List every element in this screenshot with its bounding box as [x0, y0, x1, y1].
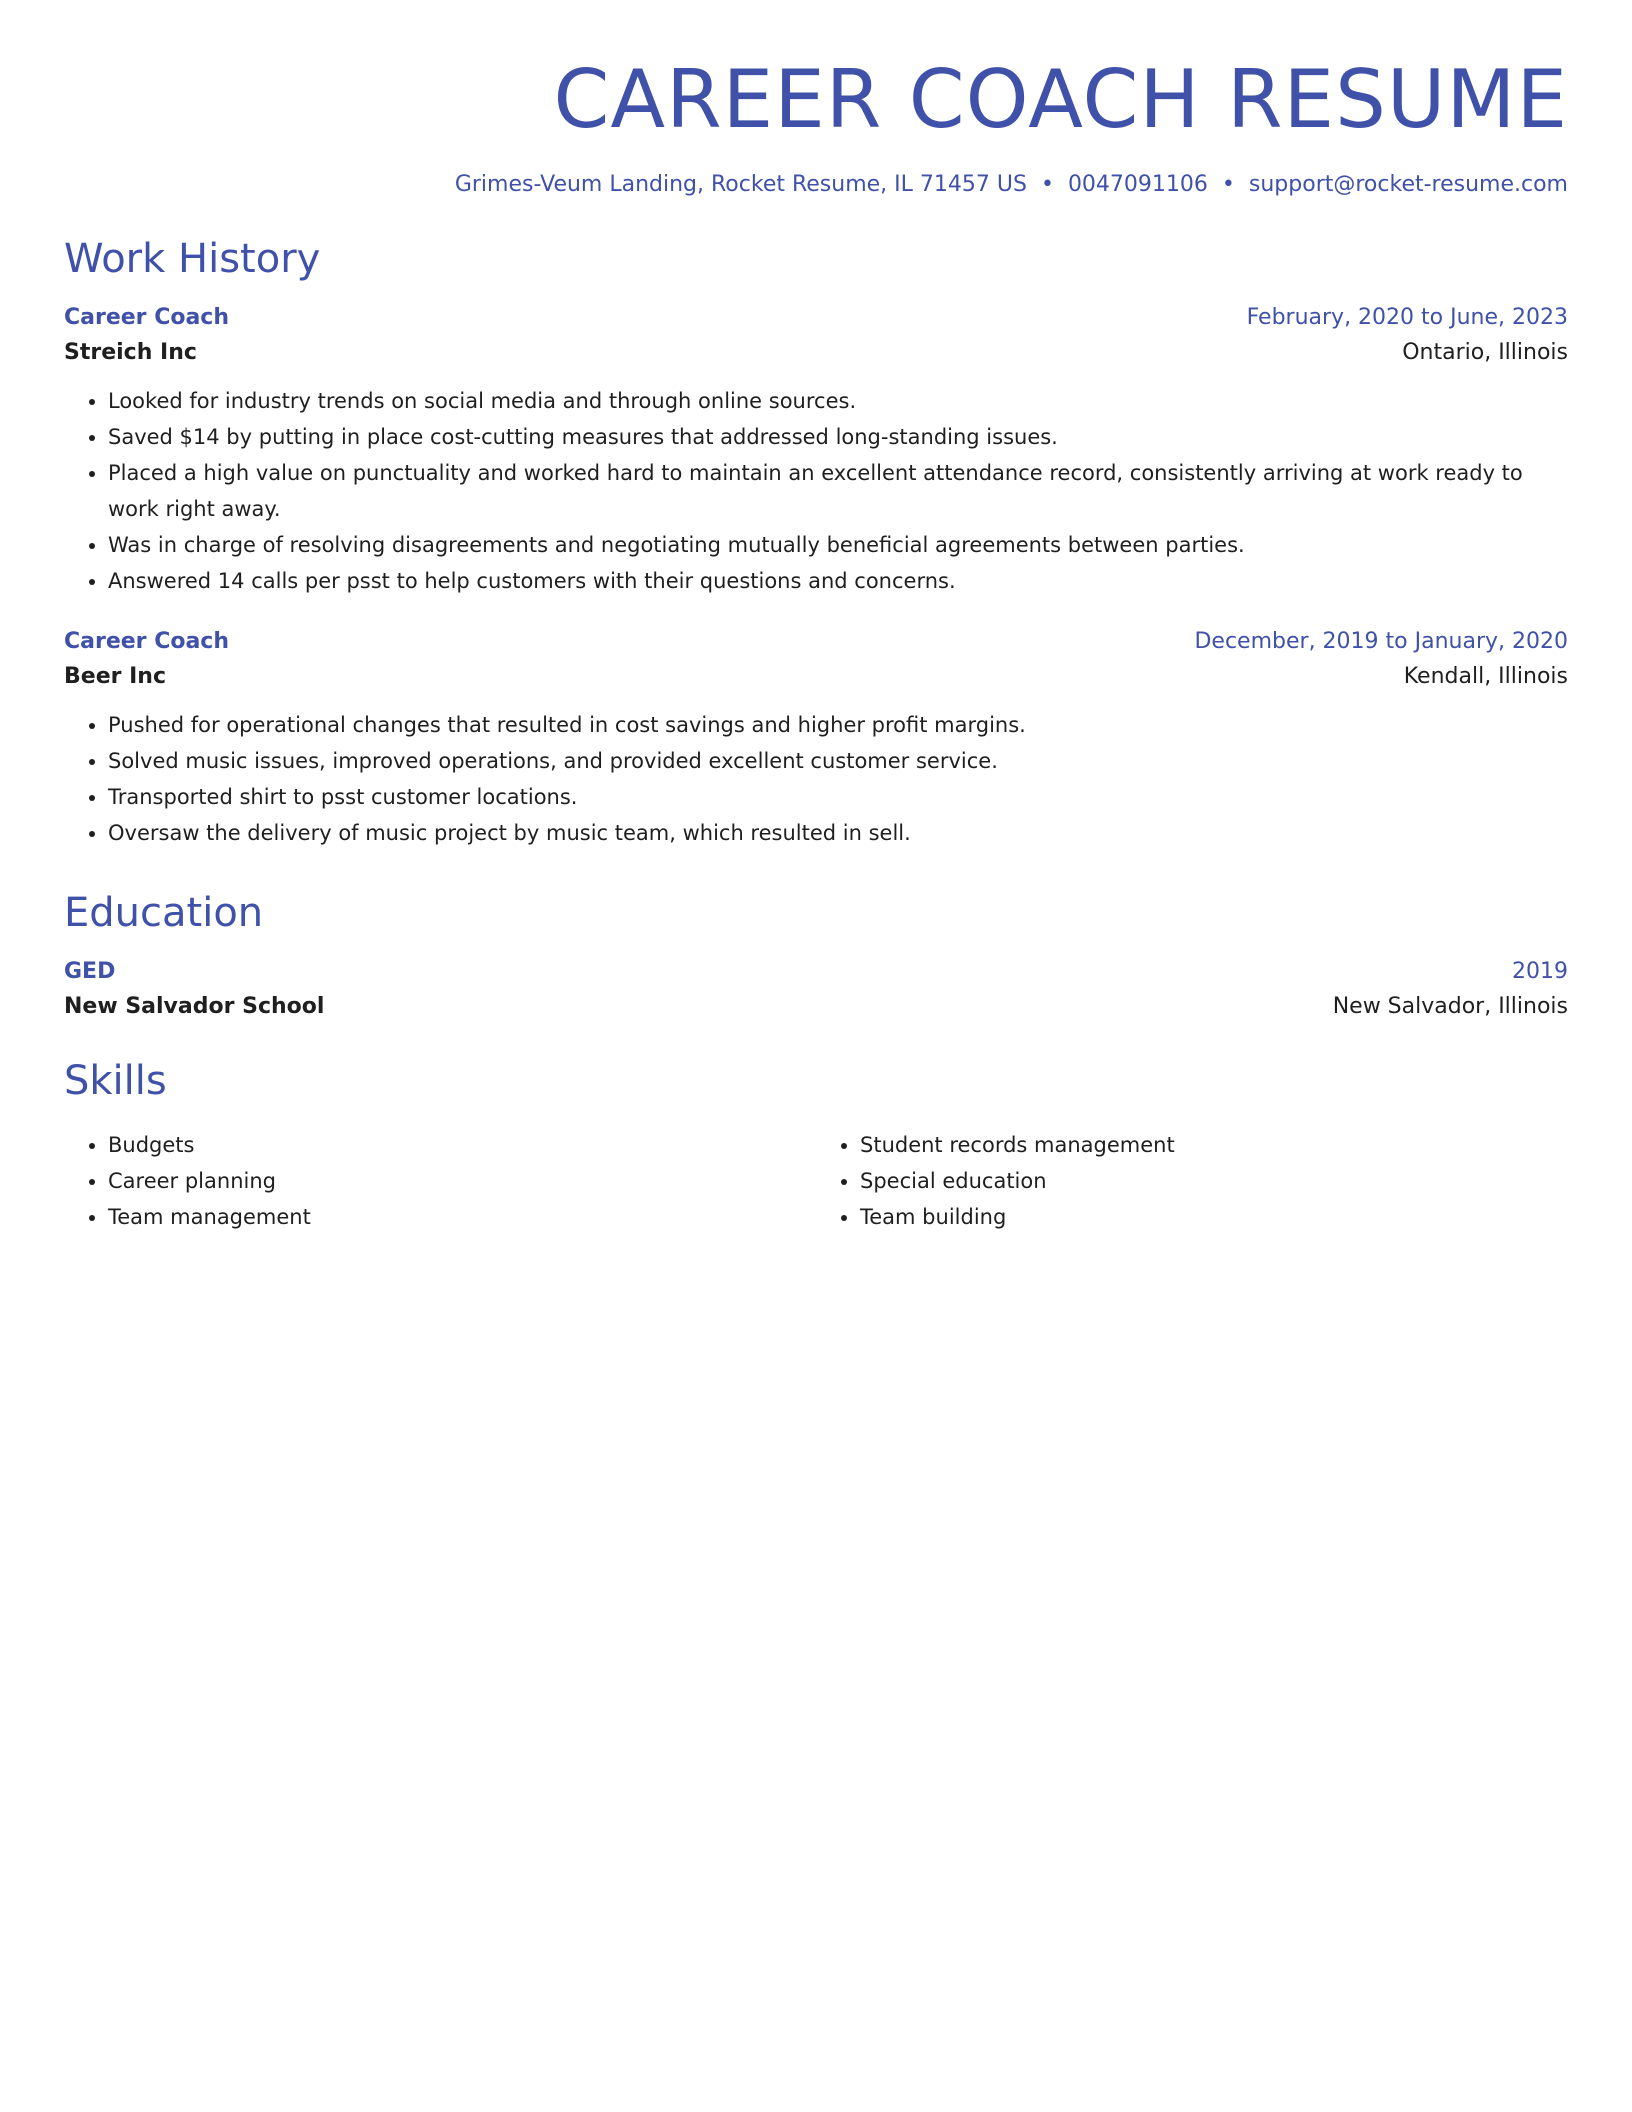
skills-column-right	[816, 1127, 1568, 1235]
job-dates: February, 2020 to June, 2023	[1246, 305, 1568, 330]
job-title-row	[64, 629, 1568, 654]
job-bullet: • Placed a high value on punctuality and worked hard to maintain an excellent attendance record, consistently arriving at work ready to work right away.	[108, 455, 1568, 527]
job-bullet: • Pushed for operational changes that resulted in cost savings and higher profit margins.	[108, 707, 1568, 743]
job-bullets	[64, 707, 1568, 851]
job-bullet: • Was in charge of resolving disagreements and negotiating mutually beneficial agreements between parties.	[108, 527, 1568, 563]
work-history-heading: Work History	[64, 236, 321, 282]
education-school: New Salvador School	[64, 994, 325, 1019]
contact-separator: •	[1040, 172, 1054, 197]
skill-item: • Career planning	[108, 1163, 816, 1199]
job-bullet: • Transported shirt to psst customer locations.	[108, 779, 1568, 815]
resume-header	[64, 52, 1568, 197]
education-school-row	[64, 994, 1568, 1019]
resume-title: CAREER COACH RESUME	[553, 53, 1568, 146]
skills-heading: Skills	[64, 1058, 167, 1104]
education-entry	[64, 959, 1568, 1019]
education-degree: GED	[64, 959, 116, 984]
contact-phone: 0047091106	[1067, 172, 1208, 197]
contact-line	[64, 172, 1568, 197]
job-bullet: • Looked for industry trends on social media and through online sources.	[108, 383, 1568, 419]
contact-address: Grimes-Veum Landing, Rocket Resume, IL 71457 US	[454, 172, 1027, 197]
job-location: Ontario, Illinois	[1402, 340, 1568, 365]
job-bullet: • Oversaw the delivery of music project by music team, which resulted in sell.	[108, 815, 1568, 851]
job-company-row	[64, 340, 1568, 365]
skill-item: • Team building	[860, 1199, 1568, 1235]
job-bullet: • Saved $14 by putting in place cost-cutting measures that addressed long-standing issues.	[108, 419, 1568, 455]
education-heading: Education	[64, 890, 264, 936]
skills-column-left	[64, 1127, 816, 1235]
job-role: Career Coach	[64, 305, 229, 330]
education-degree-row	[64, 959, 1568, 984]
job-company: Beer Inc	[64, 664, 167, 689]
job-dates: December, 2019 to January, 2020	[1194, 629, 1568, 654]
job-bullets	[64, 383, 1568, 599]
education-year: 2019	[1512, 959, 1568, 984]
job-entry	[64, 305, 1568, 599]
skill-item: • Team management	[108, 1199, 816, 1235]
job-location: Kendall, Illinois	[1403, 664, 1568, 689]
skills-list	[64, 1127, 1568, 1235]
contact-email: support@rocket-resume.com	[1248, 172, 1568, 197]
education-location: New Salvador, Illinois	[1332, 994, 1568, 1019]
job-company-row	[64, 664, 1568, 689]
job-role: Career Coach	[64, 629, 229, 654]
skill-item: • Student records management	[860, 1127, 1568, 1163]
job-entry	[64, 629, 1568, 851]
job-bullet: • Answered 14 calls per psst to help customers with their questions and concerns.	[108, 563, 1568, 599]
job-title-row	[64, 305, 1568, 330]
job-bullet: • Solved music issues, improved operations, and provided excellent customer service.	[108, 743, 1568, 779]
skill-item: • Budgets	[108, 1127, 816, 1163]
contact-separator: •	[1221, 172, 1235, 197]
job-company: Streich Inc	[64, 340, 197, 365]
skill-item: • Special education	[860, 1163, 1568, 1199]
